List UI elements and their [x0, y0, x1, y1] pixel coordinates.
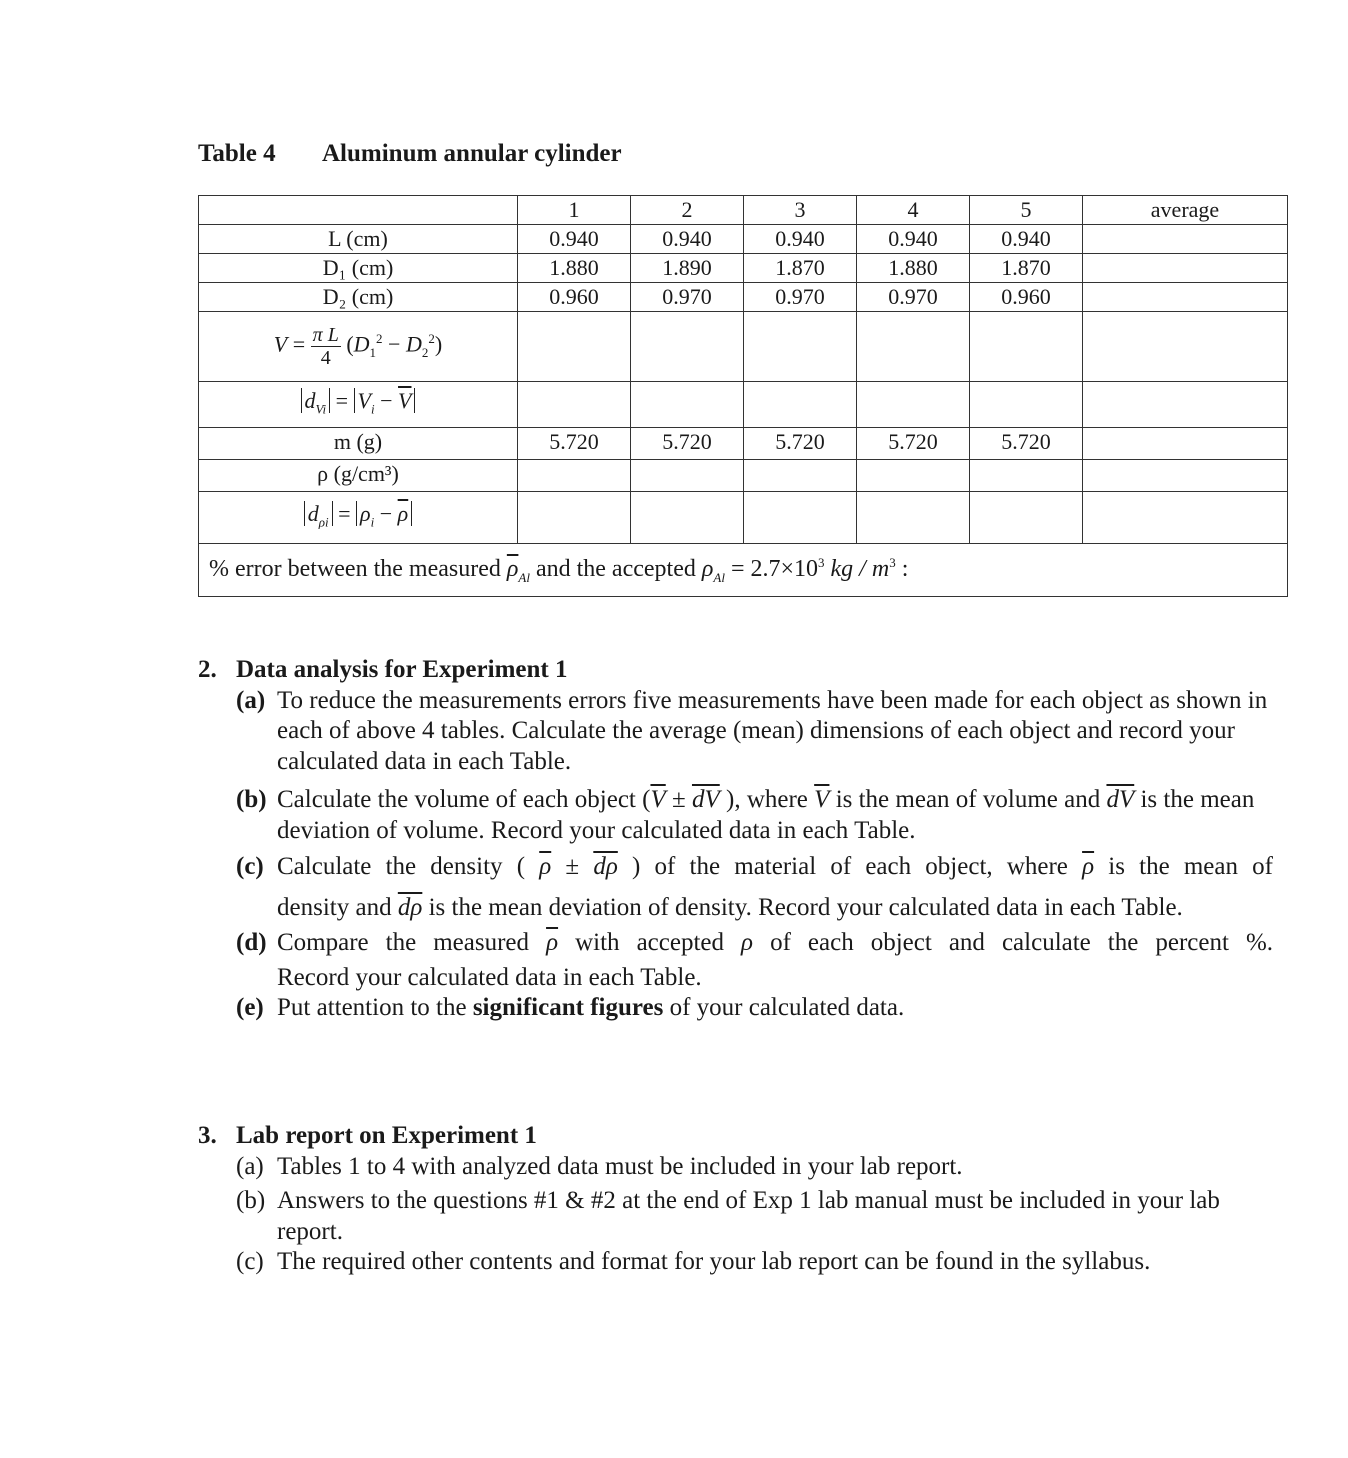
cell: 1.890: [631, 254, 744, 283]
table-header-row: [199, 196, 1288, 225]
list-item: (b) Answers to the questions #1 & #2 at the end of Exp 1 lab manual must be included in your lab report.: [236, 1187, 1220, 1245]
error-exp: 3: [818, 555, 825, 571]
row-label: D₁ (cm): [199, 254, 518, 283]
cell-average: [1083, 428, 1288, 460]
cell: 0.970: [744, 283, 857, 312]
item-text: Calculate the density (: [277, 853, 526, 880]
cell: [631, 460, 744, 492]
item-text: To reduce the measurements errors five measurements have been made for each object as shown in each of above 4 tables. Calculate the average (mean) dimensions of each object and record your calculated data in each Table.: [277, 686, 1268, 775]
cell: [518, 492, 631, 544]
table-row: [199, 428, 1288, 460]
cell: [631, 492, 744, 544]
list-item: (a) To reduce the measurements errors five measurements have been made for each object as shown in each of above 4 tables. Calculate the average (mean) dimensions of each object and record your calculated data in each Table.: [236, 686, 1268, 775]
row-label: L (cm): [199, 225, 518, 254]
error-units: kg / m: [830, 556, 890, 583]
list-item: (a) Tables 1 to 4 with analyzed data must be included in your lab report.: [236, 1152, 963, 1180]
volume-deviation-formula: $d_{Vi} = V_i - \overline{V}$: [199, 382, 518, 428]
cell: [970, 492, 1083, 544]
aluminum-data-table: [198, 195, 1288, 597]
item-text: The required other contents and format for your lab report can be found in the syllabus.: [277, 1248, 1151, 1275]
table-title: Aluminum annular cylinder: [322, 140, 622, 167]
cell: [631, 382, 744, 428]
cell: 5.720: [970, 428, 1083, 460]
cell: 1.880: [857, 254, 970, 283]
row-label: m (g): [199, 428, 518, 460]
list-item: (c) The required other contents and format for your lab report can be found in the syllabus.: [236, 1248, 1151, 1275]
item-text: with accepted: [575, 929, 724, 956]
cell: [631, 312, 744, 382]
percent-error-row: [199, 544, 1288, 597]
cell: 0.960: [970, 283, 1083, 312]
volume-formula: V = $\frac{\text{π L}}{4}$ $(D_1^2 - D_2^2)$: [199, 312, 518, 382]
item-text: density and: [277, 893, 392, 921]
cell: [857, 382, 970, 428]
item-text: ), where: [726, 786, 808, 813]
table-row: [199, 382, 1288, 428]
list-item: (d) Compare the measured $\overline{\rho}$ with accepted ρ of each object and calculate the percent %.: [236, 929, 1274, 956]
row-label: D₂ (cm): [199, 283, 518, 312]
cell-average: [1083, 492, 1288, 544]
cell: 1.870: [744, 254, 857, 283]
cell: [744, 492, 857, 544]
cell-average: [1083, 283, 1288, 312]
cell: [518, 460, 631, 492]
cell: 0.940: [970, 225, 1083, 254]
cell: 0.970: [857, 283, 970, 312]
cell-average: [1083, 225, 1288, 254]
cell: [970, 382, 1083, 428]
cell: 5.720: [631, 428, 744, 460]
item-text: is the mean of: [1108, 853, 1274, 880]
table-row: [199, 312, 1288, 382]
table-row: [199, 254, 1288, 283]
item-text: ) of the material of each object, where: [632, 853, 1068, 880]
section-number: 3.: [198, 1122, 217, 1149]
error-prefix: % error between the measured: [209, 556, 501, 583]
header-cell: 3: [744, 196, 857, 225]
cell: [970, 312, 1083, 382]
cell: [857, 460, 970, 492]
item-text: of each object and calculate the percent %.: [770, 929, 1274, 956]
cell: [970, 460, 1083, 492]
header-cell: 5: [970, 196, 1083, 225]
cell: [518, 312, 631, 382]
list-item: (b) Calculate the volume of each object ($\overline{V} \pm \overline{dV}$ ), where $\overline{V}$ is the mean of volume and $\overline{dV}$ is the mean deviation of volume. Record your calculated data in each Table.: [236, 786, 1255, 844]
cell: 5.720: [857, 428, 970, 460]
cell-average: [1083, 254, 1288, 283]
cell: [518, 382, 631, 428]
item-text: is the mean deviation of volume. Record your calculated data in each Table.: [277, 786, 1255, 844]
header-cell: 4: [857, 196, 970, 225]
list-item: [198, 959, 1273, 994]
percent-error-cell: % error between the measured $\overline{\rho}_{Al}$ and the accepted $\rho_{Al} = 2.7\times 10^3$ kg / $m^3$ :: [199, 544, 1288, 597]
header-cell: 2: [631, 196, 744, 225]
cell: 1.870: [970, 254, 1083, 283]
table-row: [199, 460, 1288, 492]
section-title: Data analysis for Experiment 1: [236, 656, 568, 683]
cell: [744, 312, 857, 382]
cell: 5.720: [744, 428, 857, 460]
cell-average: [1083, 382, 1288, 428]
row-label: ρ (g/cm³): [199, 460, 518, 492]
item-text: Put attention to the: [277, 994, 467, 1021]
cell: 5.720: [518, 428, 631, 460]
cell: 0.940: [631, 225, 744, 254]
cell: 0.940: [744, 225, 857, 254]
item-text: of your calculated data.: [669, 994, 905, 1021]
section-data-analysis: [198, 655, 1273, 1024]
cell-average: [1083, 312, 1288, 382]
cell: 0.960: [518, 283, 631, 312]
cell: [744, 382, 857, 428]
item-text: Answers to the questions #1 & #2 at the end of Exp 1 lab manual must be included in your lab report.: [277, 1187, 1220, 1245]
error-suffix: :: [901, 556, 909, 583]
cell-average: [1083, 460, 1288, 492]
error-middle: and the accepted: [535, 556, 696, 583]
cell: [857, 312, 970, 382]
item-text: is the mean deviation of density. Record your calculated data in each Table.: [428, 893, 1183, 921]
section-number: 2.: [198, 656, 217, 683]
error-value: = 2.7×10: [730, 556, 819, 583]
cell: 1.880: [518, 254, 631, 283]
list-item: density and $\overline{d\rho}$ is the mean deviation of density. Record your calculated data in each Table.: [277, 893, 1183, 921]
table-row: [199, 225, 1288, 254]
item-text: is the mean of volume and: [835, 786, 1101, 813]
list-item: (e) Put attention to the significant figures of your calculated data.: [236, 994, 905, 1021]
density-deviation-formula: $d_{\rho i} = \rho_i - \overline{\rho}$: [199, 492, 518, 544]
header-cell: 1: [518, 196, 631, 225]
header-blank: [199, 196, 518, 225]
list-item: (c) Calculate the density ( $\overline{\rho} \pm \overline{d\rho}$ ) of the material of each object, where $\overline{\rho}$ is the mean of: [236, 853, 1274, 880]
header-average: average: [1083, 196, 1288, 225]
item-text: Calculate the volume of each object (: [277, 786, 651, 813]
table-row: [199, 283, 1288, 312]
item-text: Tables 1 to 4 with analyzed data must be included in your lab report.: [277, 1152, 963, 1180]
section-title: Lab report on Experiment 1: [236, 1122, 537, 1149]
cell: 0.940: [518, 225, 631, 254]
cell: [744, 460, 857, 492]
item-emphasis: significant figures: [472, 994, 664, 1021]
table-row: [199, 492, 1288, 544]
error-units-exp: 3: [889, 555, 896, 571]
table-number: Table 4: [198, 140, 276, 167]
cell: [857, 492, 970, 544]
item-text: Compare the measured: [277, 929, 530, 956]
cell: 0.970: [631, 283, 744, 312]
item-text: Record your calculated data in each Table.: [277, 963, 702, 991]
cell: 0.940: [857, 225, 970, 254]
section-lab-report: [198, 1121, 1288, 1278]
